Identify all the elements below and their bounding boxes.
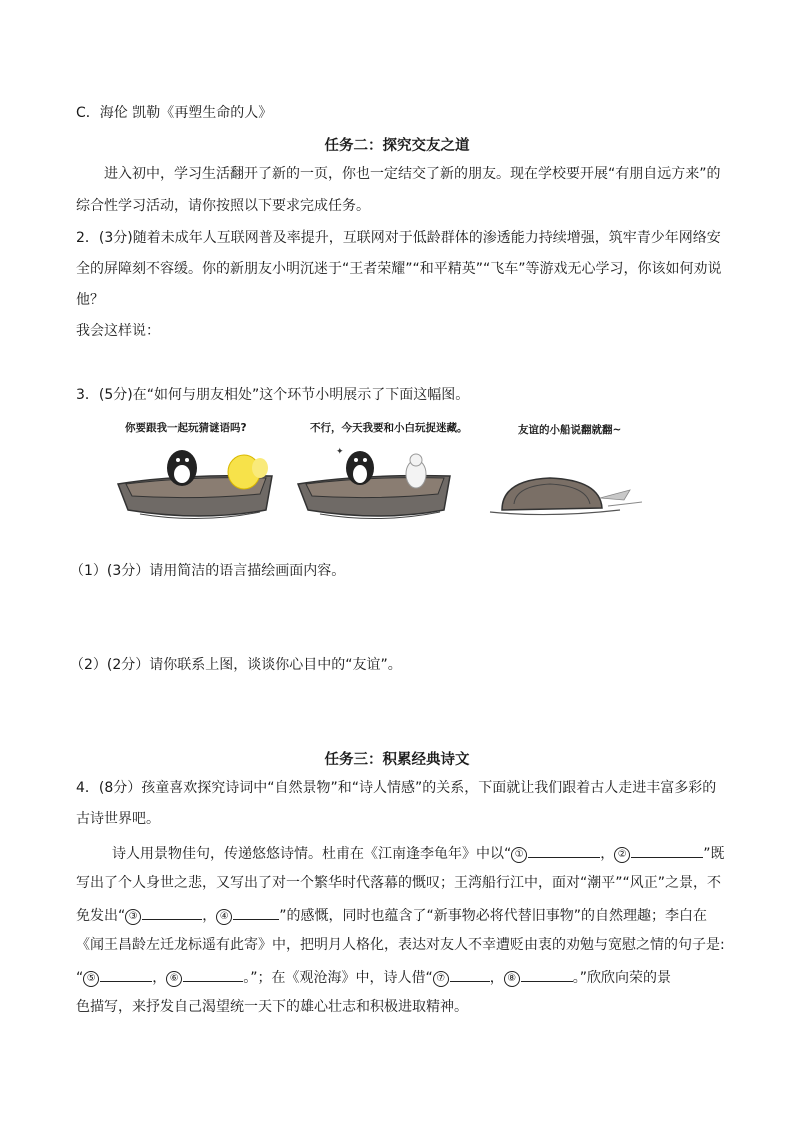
text: ， <box>152 970 167 986</box>
blank-1-number: ① <box>511 847 527 863</box>
comic-svg <box>110 418 730 528</box>
text: 。”欣欣向荣的景 <box>572 970 672 986</box>
text: ”的感慨，同时也蕴含了“新事物必将代替旧事物”的自然理趣；李白在 <box>279 908 708 924</box>
blank-7-number: ⑦ <box>433 971 449 987</box>
boat-panel-3 <box>490 478 642 515</box>
task2-intro-line2: 综合性学习活动，请你按照以下要求完成任务。 <box>76 198 370 214</box>
q2-line3: 他？ <box>76 292 104 308</box>
task2-intro-line1: 进入初中，学习生活翻开了新的一页，你也一定结交了新的朋友。现在学校要开展“有朋自远方来”的 <box>104 166 721 182</box>
task2-title: 任务二：探究交友之道 <box>324 138 470 154</box>
friendship-boat-comic <box>110 418 730 528</box>
text: ， <box>489 970 504 986</box>
poem-para-line5 <box>76 966 671 988</box>
comic-caption-2: 不行，今天我要和小白玩捉迷藏。 <box>310 422 468 434</box>
blank-8[interactable] <box>521 966 573 982</box>
text: 。”；在《观沧海》中，诗人借“ <box>243 970 433 986</box>
poem-para-line6: 色描写，来抒发自己渴望统一天下的雄心壮志和积极进取精神。 <box>76 999 468 1015</box>
boat-panel-2 <box>298 447 450 519</box>
text: ， <box>202 908 217 924</box>
blank-6[interactable] <box>183 966 243 982</box>
blank-5-number: ⑤ <box>83 971 99 987</box>
blank-8-number: ⑧ <box>504 971 520 987</box>
blank-4-number: ④ <box>216 909 232 925</box>
blank-6-number: ⑥ <box>166 971 182 987</box>
text: 诗人用景物佳句，传递悠悠诗情。杜甫在《江南逢李龟年》中以“ <box>112 846 512 862</box>
poem-para-line2: 写出了个人身世之悲，又写出了对一个繁华时代落幕的慨叹；王湾船行江中，面对“潮平”“风正”之景，不 <box>76 875 722 891</box>
q3-sub1: （1）(3分）请用简洁的语言描绘画面内容。 <box>70 563 346 579</box>
comic-caption-1: 你要跟我一起玩猜谜语吗? <box>125 422 247 434</box>
blank-3-number: ③ <box>125 909 141 925</box>
blank-2-number: ② <box>614 847 630 863</box>
q4-line1: 4．(8分）孩童喜欢探究诗词中“自然景物”和“诗人情感”的关系，下面就让我们跟着古人走进丰富多彩的 <box>76 780 717 796</box>
blank-7[interactable] <box>450 966 490 982</box>
svg-text:✦: ✦ <box>336 447 344 457</box>
poem-para-line4: 《闻王昌龄左迁龙标遥有此寄》中，把明月人格化，表达对友人不幸遭贬由衷的劝勉与宽慰之情的句子是: <box>76 937 725 953</box>
text: 免发出“ <box>76 908 126 924</box>
boat-panel-1 <box>118 450 272 519</box>
poem-para-line1 <box>112 842 725 864</box>
text: “ <box>76 970 84 986</box>
task3-title: 任务三：积累经典诗文 <box>324 752 470 768</box>
blank-5[interactable] <box>100 966 152 982</box>
blank-3[interactable] <box>142 904 202 920</box>
option-c: C．海伦 凯勒《再塑生命的人》 <box>76 105 273 121</box>
q2-line2: 全的屏障刻不容缓。你的新朋友小明沉迷于“王者荣耀”“和平精英”“飞车”等游戏无心学习，你该如何劝说 <box>76 261 722 277</box>
blank-2[interactable] <box>631 842 703 858</box>
q3-sub2: （2）(2分）请你联系上图，谈谈你心目中的“友谊”。 <box>70 657 402 673</box>
q4-line2: 古诗世界吧。 <box>76 811 160 827</box>
blank-1[interactable] <box>528 842 600 858</box>
q3-stem: 3．(5分)在“如何与朋友相处”这个环节小明展示了下面这幅图。 <box>76 387 470 403</box>
poem-para-line3 <box>76 904 707 926</box>
q2-line1: 2．(3分)随着未成年人互联网普及率提升，互联网对于低龄群体的渗透能力持续增强，筑牢青少年网络安 <box>76 230 721 246</box>
text: ， <box>600 846 615 862</box>
comic-caption-3: 友谊的小船说翻就翻~ <box>518 424 622 436</box>
text: ”既 <box>703 846 725 862</box>
q2-answer-prompt: 我会这样说： <box>76 323 160 339</box>
blank-4[interactable] <box>233 904 279 920</box>
